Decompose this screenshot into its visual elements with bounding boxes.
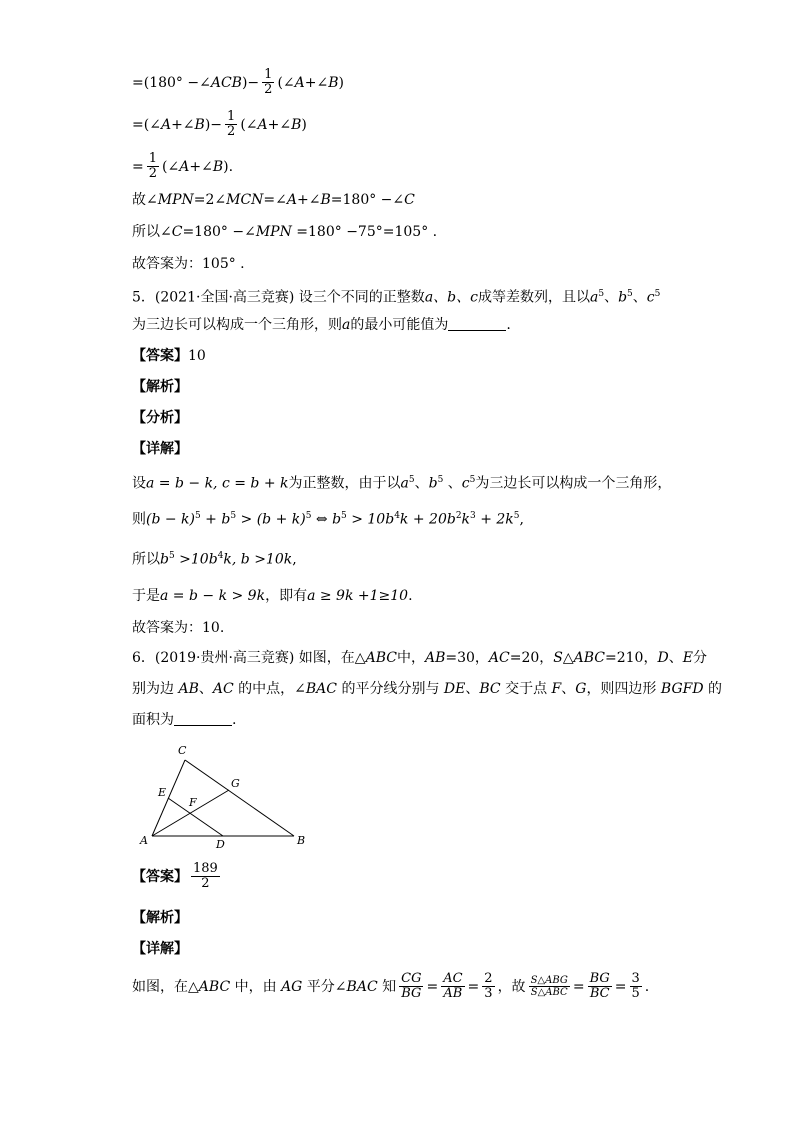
answer-label: 【答案】 xyxy=(132,348,188,364)
var: a xyxy=(400,475,409,492)
text: +∠ xyxy=(189,158,213,175)
q6-answer xyxy=(132,862,223,892)
fraction xyxy=(441,972,464,1002)
math: >10b xyxy=(174,551,218,568)
text: 的 xyxy=(703,681,723,697)
text: 、 xyxy=(443,475,462,492)
text: =(180° −∠ xyxy=(132,74,211,91)
frac-den: AB xyxy=(443,986,463,1002)
fraction xyxy=(147,152,159,182)
equation-line-4 xyxy=(132,188,415,212)
var: B xyxy=(328,74,339,91)
var: A xyxy=(160,116,172,133)
frac-den: BC xyxy=(589,986,610,1002)
math: + b xyxy=(200,511,231,528)
text: +∠ xyxy=(304,74,329,91)
fraction xyxy=(482,972,494,1002)
q5-step-3 xyxy=(132,544,297,572)
math: k, b >10k xyxy=(223,551,293,568)
var: A xyxy=(286,192,298,208)
frac-num: 1 xyxy=(227,109,236,124)
var: F xyxy=(551,681,562,697)
text: +∠ xyxy=(267,116,292,133)
q5-analysis-label: 【解析】 xyxy=(132,379,188,395)
text: ) xyxy=(301,116,307,133)
var: DE xyxy=(443,681,466,697)
var: b xyxy=(428,475,438,492)
fraction xyxy=(262,68,274,98)
text: 中，由 xyxy=(230,978,282,995)
q5-step-4 xyxy=(132,584,413,608)
text: =∠ xyxy=(263,192,287,208)
answer-label: 【答案】 xyxy=(132,868,188,885)
var: B xyxy=(212,158,224,175)
text: 知 xyxy=(377,978,397,995)
sup: 2 xyxy=(455,511,462,521)
sup: 5 xyxy=(654,289,661,299)
q6-detail-label: 【详解】 xyxy=(132,941,188,957)
text: 、 xyxy=(668,650,683,666)
var: C xyxy=(171,224,183,240)
var: E xyxy=(682,650,693,666)
text: ，则四边形 xyxy=(586,681,661,697)
var: c xyxy=(646,289,655,306)
text: 的最小可能值为 xyxy=(350,317,449,333)
text: =2∠ xyxy=(193,192,227,208)
math: ⇔ b xyxy=(311,511,342,528)
var: BAC xyxy=(305,681,337,697)
sup: 5 xyxy=(305,511,312,521)
label-B: B xyxy=(297,834,306,847)
text: 分 xyxy=(692,650,707,666)
text: 设 xyxy=(132,475,146,492)
text: 故∠ xyxy=(132,192,158,208)
sup: 5 xyxy=(513,511,520,521)
answer-blank xyxy=(174,711,232,726)
var: AB xyxy=(424,650,446,666)
var: BC xyxy=(479,681,501,697)
text: 交于点 xyxy=(500,681,552,697)
frac-den: 2 xyxy=(148,166,158,182)
text: . xyxy=(408,588,413,604)
var: A xyxy=(294,74,305,91)
fraction xyxy=(630,972,642,1002)
q5-fenxi-label: 【分析】 xyxy=(132,410,188,426)
var: BGFD xyxy=(660,681,704,697)
q5-stem-line-1 xyxy=(132,282,660,310)
q5-detail-label: 【详解】 xyxy=(132,441,188,457)
text: ). xyxy=(223,158,234,175)
q6-stem-line-2 xyxy=(132,677,722,701)
frac-num: 2 xyxy=(484,971,493,986)
var: a、b、c xyxy=(424,289,478,306)
var: MPN xyxy=(255,224,292,240)
math: b xyxy=(160,551,169,568)
frac-num: 1 xyxy=(148,151,158,166)
text: = xyxy=(426,978,439,995)
fraction xyxy=(588,972,612,1002)
math: k + 20b xyxy=(399,511,456,528)
text: (∠ xyxy=(162,158,180,175)
var: B xyxy=(194,116,205,133)
answer-value: 10 xyxy=(188,348,206,364)
text: =180° −∠ xyxy=(182,224,256,240)
var: AC xyxy=(488,650,510,666)
var: D xyxy=(657,650,669,666)
var: ACB xyxy=(210,74,242,91)
text: =30， xyxy=(445,650,489,666)
frac-den: 2 xyxy=(201,876,210,892)
triangle-figure xyxy=(132,740,322,850)
text: . xyxy=(506,317,511,333)
text: 、 xyxy=(561,681,576,697)
label-E: E xyxy=(158,786,167,799)
q5-stem-line-2 xyxy=(132,313,511,337)
var: b xyxy=(618,289,628,306)
text: . xyxy=(644,978,650,995)
var: AC xyxy=(212,681,234,697)
text: , xyxy=(292,551,297,568)
text: 、 xyxy=(414,475,429,492)
text: =180° −75°=105° . xyxy=(291,224,438,240)
text: 如图，在△ xyxy=(132,978,199,995)
text: ，即有 xyxy=(265,588,308,604)
frac-den: S△ABC xyxy=(530,987,568,999)
text: 5．(2021·全国·高三竞赛) 设三个不同的正整数 xyxy=(132,289,425,306)
text: = xyxy=(614,978,627,995)
text: (∠ xyxy=(240,116,258,133)
math: > (b + k) xyxy=(236,511,306,528)
text: = xyxy=(132,158,144,175)
answer-fraction xyxy=(191,862,220,892)
label-C: C xyxy=(178,744,187,757)
text: 的平分线分别与 xyxy=(337,681,444,697)
label-D: D xyxy=(216,838,225,850)
text: 面积为 xyxy=(132,712,174,728)
text: 、 xyxy=(198,681,213,697)
math: k xyxy=(461,511,471,528)
var: B xyxy=(291,116,302,133)
fraction xyxy=(399,972,423,1002)
sup: 5 xyxy=(627,289,633,299)
frac-num: 1 xyxy=(264,67,273,82)
text: )− xyxy=(204,116,223,133)
sup: 5 xyxy=(598,289,605,299)
frac-num: CG xyxy=(401,971,422,986)
answer-line: 故答案为：105° . xyxy=(132,256,245,272)
var: BAC xyxy=(346,978,378,995)
q6-stem-line-1 xyxy=(132,646,707,670)
q6-stem-line-3 xyxy=(132,708,236,732)
equation-line-5 xyxy=(132,220,437,244)
q5-step-2 xyxy=(132,504,524,532)
answer-blank xyxy=(448,316,506,331)
text: )− xyxy=(241,74,260,91)
text: 所以∠ xyxy=(132,224,172,240)
text: 6．(2019·贵州·高三竞赛) 如图，在△ xyxy=(132,650,366,666)
math: a ≥ 9k +1≥10 xyxy=(307,588,409,604)
sup: 4 xyxy=(217,551,224,561)
text: , xyxy=(519,511,524,528)
frac-den: 2 xyxy=(264,82,273,98)
text: (∠ xyxy=(277,74,295,91)
sup: 5 xyxy=(168,551,175,561)
q5-step-1 xyxy=(132,468,671,496)
frac-den: 2 xyxy=(227,124,236,140)
text: 中， xyxy=(396,650,425,666)
text: 平分∠ xyxy=(302,978,347,995)
sup: 5 xyxy=(230,511,237,521)
frac-num: 3 xyxy=(631,971,640,986)
q5-final-answer: 故答案为：10. xyxy=(132,620,225,636)
text: 则 xyxy=(132,511,146,528)
text: =20， xyxy=(509,650,554,666)
text: 、 xyxy=(465,681,480,697)
text: 、 xyxy=(632,289,647,306)
frac-num: 189 xyxy=(193,861,218,876)
q5-answer xyxy=(132,344,206,368)
var: AB xyxy=(178,681,199,697)
frac-num: AC xyxy=(443,971,463,986)
sup: 5 xyxy=(437,475,444,485)
text: ) xyxy=(338,74,344,91)
text: 所以 xyxy=(132,551,160,568)
label-F: F xyxy=(189,796,197,809)
var: ABC xyxy=(365,650,397,666)
math: > 10b xyxy=(346,511,395,528)
frac-den: 5 xyxy=(631,986,640,1002)
math: a = b − k > 9k xyxy=(160,588,266,604)
text: +∠ xyxy=(171,116,195,133)
var: A xyxy=(179,158,190,175)
var: G xyxy=(575,681,587,697)
sup: 5 xyxy=(341,511,347,521)
sup: 5 xyxy=(469,475,476,485)
fraction xyxy=(529,975,570,998)
math: (b − k) xyxy=(146,511,195,528)
text: 别为边 xyxy=(132,681,179,697)
text: = xyxy=(572,978,585,995)
var: ABC xyxy=(198,978,231,995)
var: B xyxy=(320,192,331,208)
text: =210， xyxy=(605,650,658,666)
text: = xyxy=(467,978,480,995)
var: MPN xyxy=(157,192,194,208)
text: 为三边长可以构成一个三角形，则 xyxy=(132,317,342,333)
text: . xyxy=(232,712,237,728)
text: +∠ xyxy=(297,192,321,208)
frac-num: S△ABG xyxy=(530,975,568,987)
text: ，故 xyxy=(497,978,526,995)
math: a = b − k, c = b + k xyxy=(146,475,289,492)
var: AG xyxy=(281,978,303,995)
equation-line-1 xyxy=(132,68,344,98)
text: 的中点，∠ xyxy=(233,681,306,697)
var: a xyxy=(589,289,599,306)
q6-analysis-label: 【解析】 xyxy=(132,910,188,926)
var: a xyxy=(342,317,351,333)
var: S△ABC xyxy=(553,650,606,666)
label-A: A xyxy=(140,834,148,847)
text: 为三边长可以构成一个三角形， xyxy=(475,475,672,492)
equation-line-2 xyxy=(132,110,307,140)
text: =(∠ xyxy=(132,116,161,133)
var: A xyxy=(257,116,268,133)
var: MCN xyxy=(226,192,264,208)
text: 于是 xyxy=(132,588,160,604)
text: 、 xyxy=(604,289,619,306)
text: 成等差数列，且以 xyxy=(477,289,590,306)
sup: 4 xyxy=(394,511,400,521)
frac-den: 3 xyxy=(484,986,493,1002)
side-BC xyxy=(185,760,294,836)
fraction xyxy=(225,110,237,140)
equation-line-3 xyxy=(132,152,233,182)
text: 为正整数，由于以 xyxy=(288,475,401,492)
sup: 3 xyxy=(470,511,476,521)
frac-num: BG xyxy=(589,971,610,986)
label-G: G xyxy=(231,777,240,790)
sup: 5 xyxy=(408,475,415,485)
q6-detail-line-1 xyxy=(132,972,649,1002)
sup: 5 xyxy=(195,511,201,521)
var: C xyxy=(404,192,415,208)
var: c xyxy=(461,475,470,492)
text: =180° −∠ xyxy=(330,192,405,208)
frac-den: BG xyxy=(401,986,422,1002)
math: + 2k xyxy=(475,511,514,528)
